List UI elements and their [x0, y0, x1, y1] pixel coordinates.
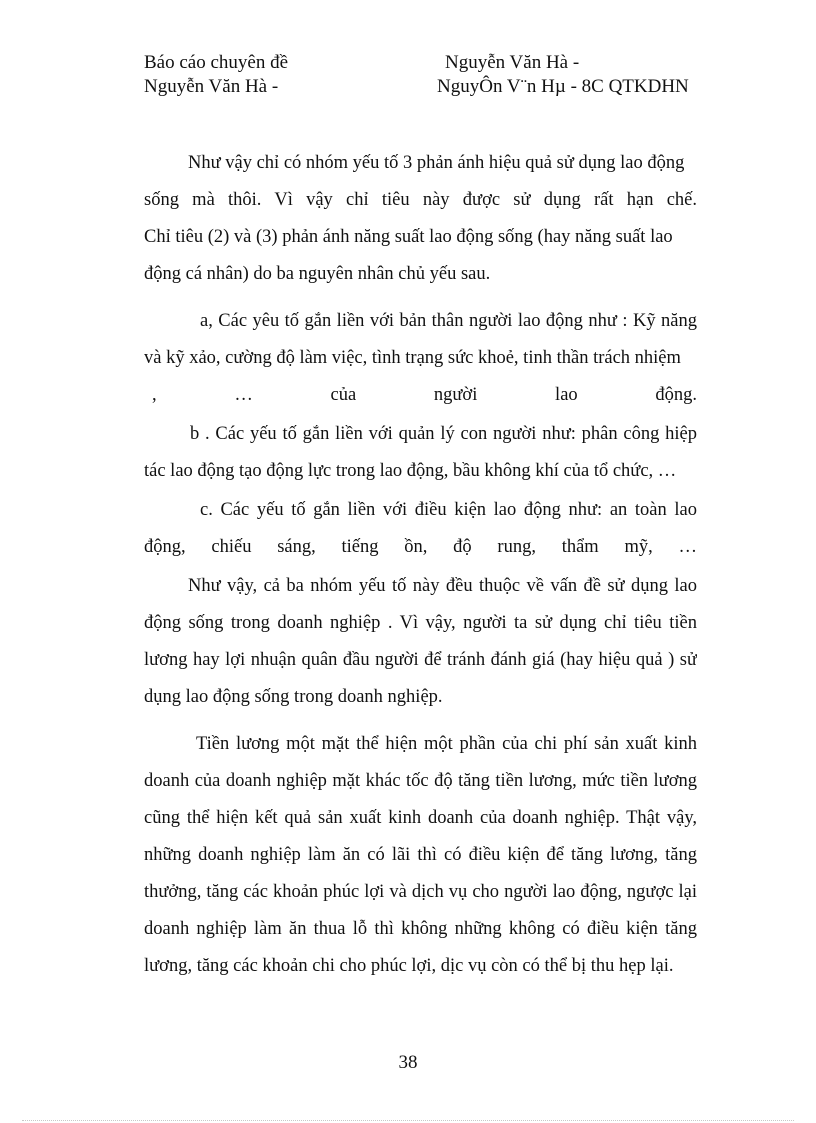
header-author-left: Nguyễn Văn Hà -: [144, 76, 279, 97]
text-line: c. Các yếu tố gắn liền với điều kiện lao động như: an toàn lao: [200, 500, 697, 520]
text-line: Chỉ tiêu (2) và (3) phản ánh năng suất lao động sống (hay năng suất lao: [144, 227, 673, 247]
text-line: cũng thể hiện kết quả sản xuất kinh doanh của doanh nghiệp. Thật vậy,: [144, 808, 697, 828]
text-line: những doanh nghiệp làm ăn có lãi thì có điều kiện để tăng lương, tăng: [144, 845, 697, 865]
text-line: Như vậy, cả ba nhóm yếu tố này đều thuộc về vấn đề sử dụng lao: [188, 576, 697, 596]
text-line: Tiền lương một mặt thể hiện một phần của chi phí sản xuất kinh: [196, 734, 697, 754]
text-line: , … của người lao động.: [152, 385, 697, 405]
body-text: [144, 145, 697, 985]
text-line: doanh nghiệp làm ăn thua lỗ thì không những không có điều kiện tăng: [144, 919, 697, 939]
paragraph-3: [144, 416, 697, 490]
paragraph-5: [144, 568, 697, 716]
page-header: [0, 0, 816, 110]
header-class-code: NguyÔn V¨n Hµ - 8C QTKDHN: [437, 76, 689, 97]
text-line: b . Các yếu tố gắn liền với quản lý con người như: phân công hiệp: [190, 424, 697, 444]
header-report-title: Báo cáo chuyên đề: [144, 52, 289, 73]
paragraph-1: [144, 145, 697, 293]
text-line: động sống trong doanh nghiệp . Vì vậy, người ta sử dụng chỉ tiêu tiền: [144, 613, 697, 633]
text-line: lương, tăng các khoản chi cho phúc lợi, dịc vụ còn có thể bị thu hẹp lại.: [144, 956, 674, 976]
text-line: sống mà thôi. Vì vậy chỉ tiêu này được sử dụng rất hạn chế.: [144, 190, 697, 210]
paragraph-6: [144, 726, 697, 985]
text-line: và kỹ xảo, cường độ làm việc, tình trạng sức khoẻ, tinh thần trách nhiệm: [144, 348, 681, 368]
paragraph-2: [144, 303, 697, 414]
text-line: doanh của doanh nghiệp mặt khác tốc độ tăng tiền lương, mức tiền lương: [144, 771, 697, 791]
text-line: động cá nhân) do ba nguyên nhân chủ yếu sau.: [144, 264, 491, 284]
text-line: thưởng, tăng các khoản phúc lợi và dịch vụ cho người lao động, ngược lại: [144, 882, 697, 902]
paragraph-4: [144, 492, 697, 566]
text-line: Như vậy chỉ có nhóm yếu tố 3 phản ánh hiệu quả sử dụng lao động: [188, 153, 685, 173]
header-author-right: Nguyễn Văn Hà -: [445, 52, 580, 73]
page-bottom-rule: [22, 1120, 794, 1121]
text-line: lương hay lợi nhuận quân đầu người để tránh đánh giá (hay hiệu quả ) sử: [144, 650, 697, 670]
text-line: dụng lao động sống trong doanh nghiệp.: [144, 687, 443, 707]
text-line: a, Các yêu tố gắn liền với bản thân người lao động như : Kỹ năng: [200, 311, 697, 331]
text-line: động, chiếu sáng, tiếng ồn, độ rung, thẩm mỹ, …: [144, 537, 697, 557]
page-number: 38: [398, 1052, 418, 1073]
text-line: tác lao động tạo động lực trong lao động, bầu không khí của tổ chức, …: [144, 461, 677, 481]
